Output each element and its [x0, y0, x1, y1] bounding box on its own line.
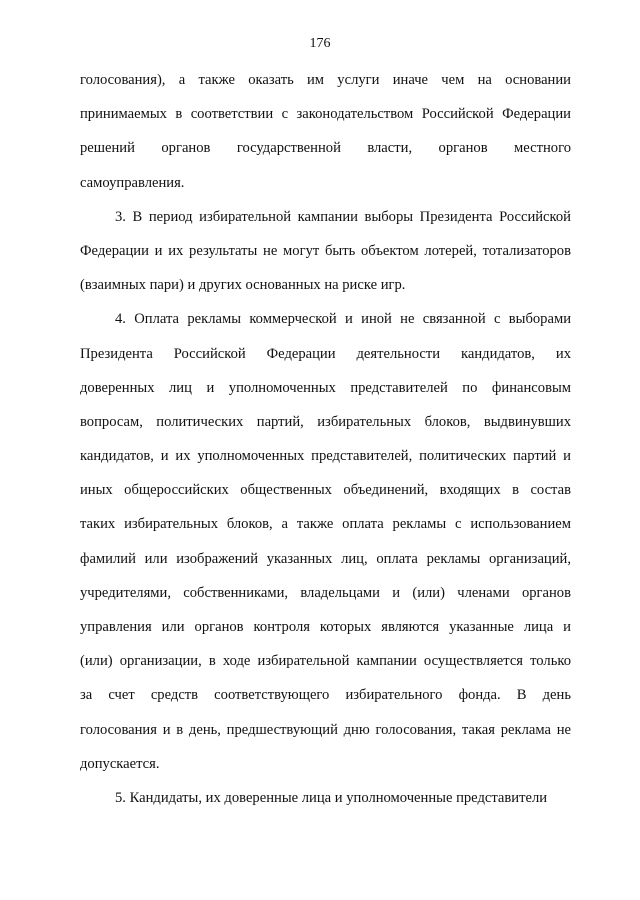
text-line: 4. Оплата рекламы коммерческой и иной не связанной с выборами [115, 311, 571, 328]
text-line: (или) организации, в ходе избирательной кампании осуществляется только [80, 653, 571, 670]
text-line: Федерации и их результаты не могут быть объектом лотерей, тотализаторов [80, 242, 571, 259]
text-line: таких избирательных блоков, а также оплата рекламы с использованием [80, 516, 571, 533]
body-text [80, 63, 571, 815]
text-line: 5. Кандидаты, их доверенные лица и уполномоченные представители [115, 789, 548, 806]
text-line: фамилий или изображений указанных лиц, оплата рекламы организаций, [80, 550, 571, 567]
text-line: доверенных лиц и уполномоченных представителей по финансовым [80, 379, 571, 396]
text-line: решений органов государственной власти, органов местного [80, 140, 571, 157]
text-line: принимаемых в соответствии с законодательством Российской Федерации [80, 106, 571, 123]
text-line: Президента Российской Федерации деятельности кандидатов, их [80, 345, 571, 362]
text-line: голосования), а также оказать им услуги иначе чем на основании [80, 72, 571, 88]
text-line: иных общероссийских общественных объединений, входящих в состав [80, 482, 571, 499]
text-line: вопросам, политических партий, избирательных блоков, выдвинувших [80, 413, 571, 430]
text-line: за счет средств соответствующего избирательного фонда. В день [80, 687, 571, 704]
text-line: 3. В период избирательной кампании выборы Президента Российской [115, 208, 571, 225]
text-line: самоуправления. [80, 174, 185, 191]
text-line: кандидатов, и их уполномоченных представителей, политических партий и [80, 448, 571, 465]
text-line: управления или органов контроля которых являются указанные лица и [80, 619, 571, 635]
text-line: учредителями, собственниками, владельцами и (или) членами органов [80, 584, 571, 601]
text-line: голосования и в день, предшествующий дню голосования, такая реклама не [80, 721, 571, 738]
page-number: 176 [309, 36, 331, 51]
text-line: (взаимных пари) и других основанных на риске игр. [80, 277, 406, 294]
text-line: допускается. [80, 755, 160, 772]
